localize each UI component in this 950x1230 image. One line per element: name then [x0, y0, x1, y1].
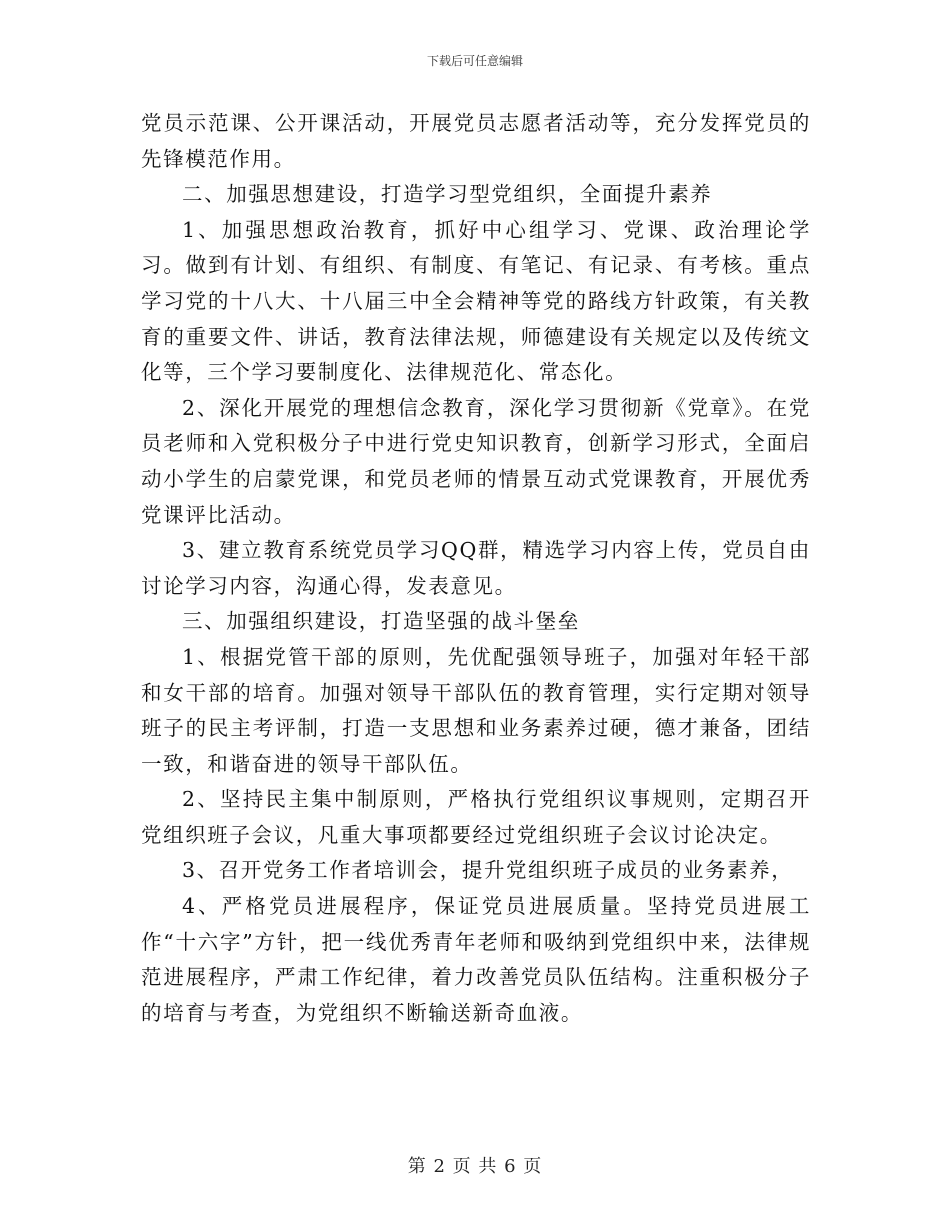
page-header — [0, 52, 950, 69]
footer-suffix: 页 — [523, 1156, 543, 1177]
section-heading: 二、加强思想建设，打造学习型党组织，全面提升素养 — [182, 182, 713, 207]
paragraph: 1、根据党管干部的原则，先优配强领导班子，加强对年轻干部和女干部的培育。加强对领导干部队伍的教育管理，实行定期对领导班子的民主考评制，打造一支思想和业务素养过硬，德才兼备，团结一致，和谐奋进的领导干部队伍。 — [141, 644, 811, 776]
paragraph: 1、加强思想政治教育，抓好中心组学习、党课、政治理论学习。做到有计划、有组织、有制度、有笔记、有记录、有考核。重点学习党的十八大、十八届三中全会精神等党的路线方针政策，有关教育的重要文件、讲话，教育法律法规，师德建设有关规定以及传统文化等，三个学习要制度化、法律规范化、常态化。 — [141, 217, 811, 385]
paragraph: 2、深化开展党的理想信念教育，深化学习贯彻新《党章》。在党员老师和入党积极分子中进行党史知识教育，创新学习形式，全面启动小学生的启蒙党课，和党员老师的情景互动式党课教育，开展优秀党课评比活动。 — [141, 395, 811, 527]
header-text: 下载后可任意编辑 — [426, 54, 523, 68]
paragraph: 3、建立教育系统党员学习QQ群，精选学习内容上传，党员自由讨论学习内容，沟通心得，发表意见。 — [141, 538, 811, 598]
page-footer — [0, 1152, 950, 1178]
footer-middle: 页 共 — [452, 1156, 498, 1177]
document-body — [141, 106, 811, 1031]
paragraph: 3、召开党务工作者培训会，提升党组织班子成员的业务素养， — [182, 858, 794, 883]
section-heading: 三、加强组织建设，打造坚强的战斗堡垒 — [182, 609, 580, 634]
paragraph: 党员示范课、公开课活动，开展党员志愿者活动等，充分发挥党员的先锋模范作用。 — [141, 111, 811, 171]
page-total: 6 — [504, 1156, 517, 1177]
page-number: 2 — [433, 1156, 446, 1177]
paragraph: 2、坚持民主集中制原则，严格执行党组织议事规则，定期召开党组织班子会议，凡重大事项都要经过党组织班子会议讨论决定。 — [141, 787, 811, 847]
paragraph: 4、严格党员进展程序，保证党员进展质量。坚持党员进展工作“十六字”方针，把一线优秀青年老师和吸纳到党组织中来，法律规范进展程序，严肃工作纪律，着力改善党员队伍结构。注重积极分子的培育与考查，为党组织不断输送新奇血液。 — [141, 894, 811, 1025]
footer-prefix: 第 — [407, 1156, 427, 1177]
